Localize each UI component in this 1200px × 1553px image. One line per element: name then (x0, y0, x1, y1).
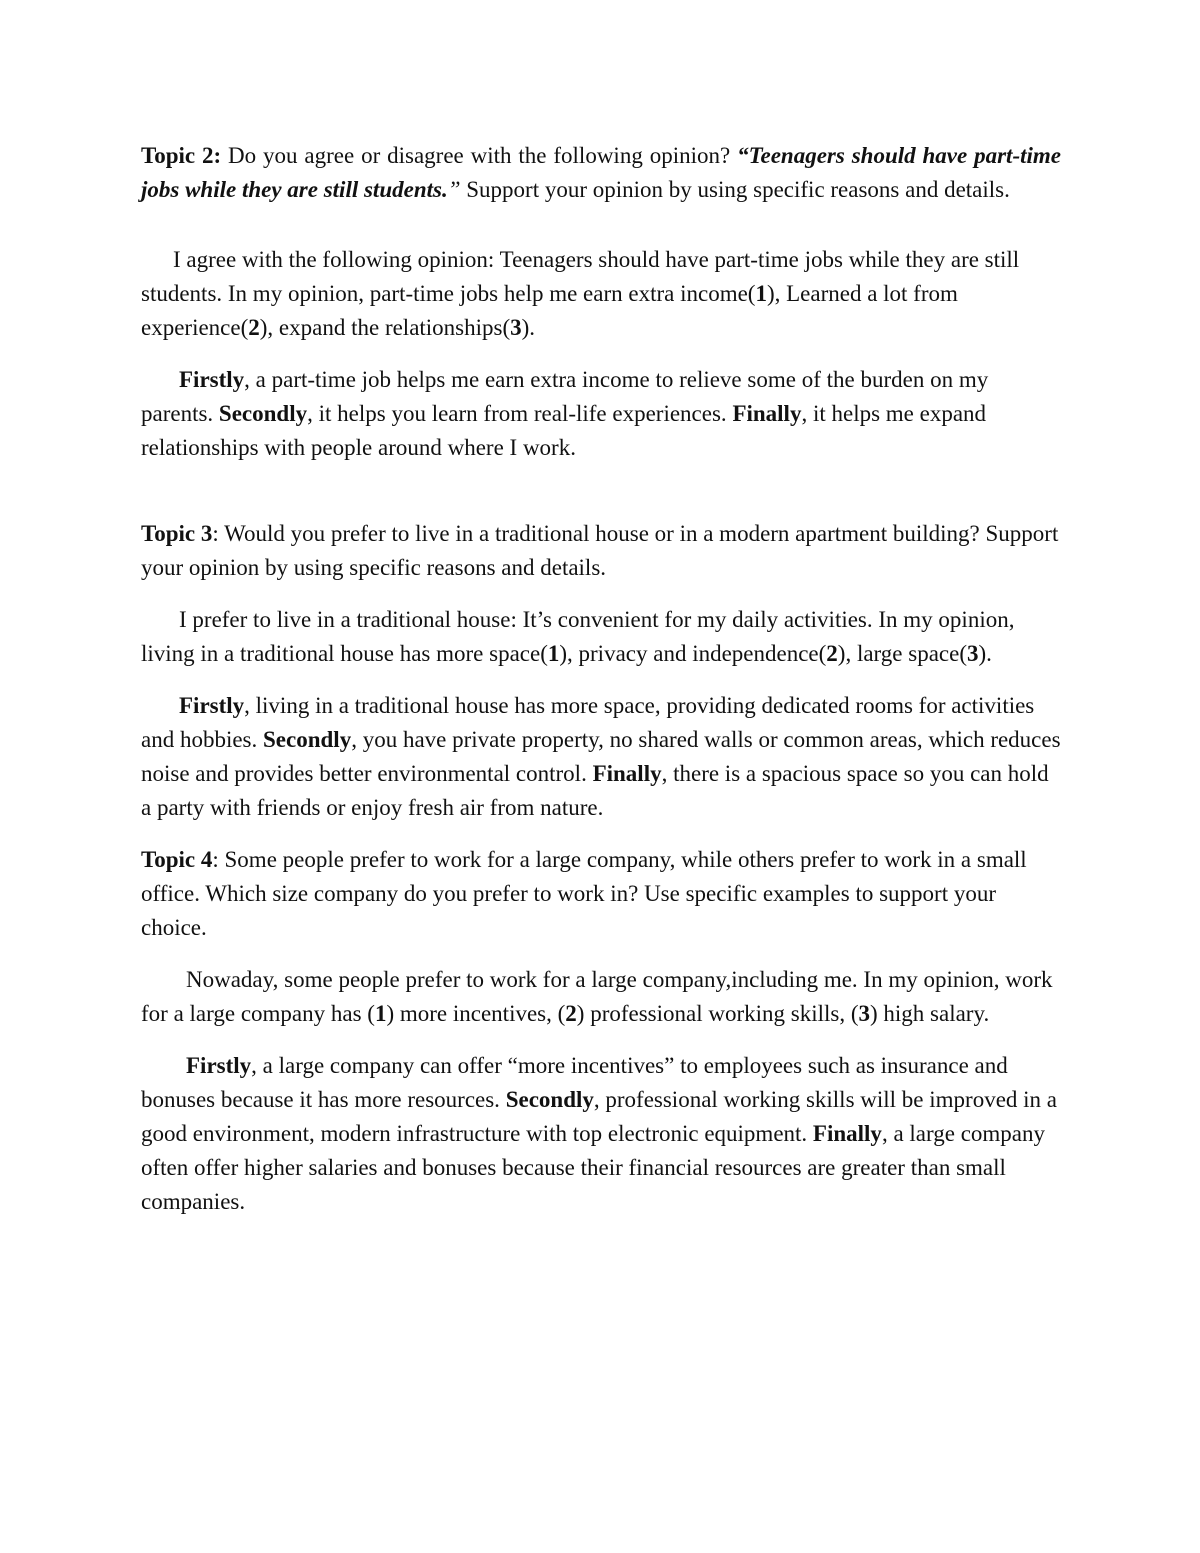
topic-2-body-text: , a part-time job helps me earn extra income to relieve some of the burden on my parents. (141, 367, 989, 426)
transition-word: Firstly (179, 367, 245, 392)
transition-word: Secondly (505, 1087, 594, 1112)
topic-3-intro-text: ), privacy and independence( (559, 641, 827, 666)
topic-2-question (141, 139, 1061, 207)
topic-2-intro-text: I agree with the following opinion: Teenagers should have part-time jobs while they are still students. In my opinion, part-time jobs help me earn extra income( (141, 247, 1020, 306)
topic-3-body-text: , living in a traditional house has more space, providing dedicated rooms for activities and hobbies. (141, 693, 1035, 752)
topic-4-label: Topic 4 (141, 847, 213, 872)
topic-4-body-text: , professional working skills will be improved in a good environment, modern infrastructure with top electronic equipment. (141, 1087, 1058, 1146)
topic-4-question (141, 843, 1061, 945)
topic-2-quote-close: ” (447, 177, 461, 202)
topic-4-body-text: , a large company often offer higher salaries and bonuses because their financial resources are greater than small companies. (141, 1121, 1046, 1214)
topic-3-body-text: , there is a spacious space so you can hold a party with friends or enjoy fresh air from nature. (141, 761, 1049, 820)
reason-number: 2 (826, 641, 838, 666)
reason-number: 3 (967, 641, 979, 666)
topic-4-intro-text: Nowaday, some people prefer to work for a large company,including me. In my opinion, work for a large company has ( (141, 967, 1053, 1026)
topic-2-question-tail: Support your opinion by using specific reasons and details. (460, 177, 1010, 202)
topic-2-intro-text: ), expand the relationships( (259, 315, 511, 340)
transition-word: Secondly (263, 727, 352, 752)
transition-word: Firstly (186, 1053, 252, 1078)
topic-2-intro-text: ), Learned a lot from experience( (141, 281, 958, 340)
topic-3-body-paragraph (141, 689, 1061, 825)
topic-2-intro-text: ). (521, 315, 536, 340)
topic-4-intro-paragraph (141, 963, 1061, 1031)
topic-3-question-text: : Would you prefer to live in a traditional house or in a modern apartment building? Support your opinion by using specific reasons and details. (141, 521, 1059, 580)
topic-2-quote: “Teenagers should have part-time jobs while they are still students. (141, 143, 1061, 202)
reason-number: 1 (374, 1001, 387, 1026)
topic-4-intro-text: ) more incentives, ( (386, 1001, 566, 1026)
topic-3-intro-text: I prefer to live in a traditional house: It’s convenient for my daily activities. In my opinion, living in a traditional house has more space( (141, 607, 1015, 666)
reason-number: 3 (858, 1001, 870, 1026)
reason-number: 1 (547, 641, 560, 666)
topic-3-intro-paragraph (141, 603, 1061, 671)
topic-2-body-text: , it helps you learn from real-life experiences. (307, 401, 733, 426)
topic-3-body-text: , you have private property, no shared walls or common areas, which reduces noise and provides better environmental control. (141, 727, 1061, 786)
topic-2-intro-paragraph (141, 243, 1061, 345)
transition-word: Secondly (218, 401, 308, 426)
topic-3-intro-text: ). (978, 641, 992, 666)
topic-4-body-paragraph (141, 1049, 1061, 1219)
topic-4-intro-text: ) professional working skills, ( (576, 1001, 859, 1026)
topic-3-label: Topic 3 (141, 521, 213, 546)
reason-number: 2 (248, 315, 260, 340)
topic-4-question-text: : Some people prefer to work for a large company, while others prefer to work in a small office. Which size company do you prefer to work in? Use specific examples to support your choice. (141, 847, 1027, 940)
topic-2-label: Topic 2: (141, 143, 222, 168)
transition-word: Finally (732, 401, 802, 426)
topic-2-body-text: , it helps me expand relationships with people around where I work. (141, 401, 987, 460)
reason-number: 3 (510, 315, 522, 340)
topic-3-intro-text: ), large space( (837, 641, 967, 666)
document-page (141, 139, 1061, 1219)
transition-word: Finally (592, 761, 662, 786)
topic-3-question (141, 517, 1061, 585)
reason-number: 1 (755, 281, 767, 306)
transition-word: Finally (812, 1121, 882, 1146)
reason-number: 2 (565, 1001, 577, 1026)
transition-word: Firstly (179, 693, 245, 718)
topic-4-body-text: , a large company can offer “more incentives” to employees such as insurance and bonuses because it has more resources. (141, 1053, 1008, 1112)
topic-4-intro-text: ) high salary. (870, 1001, 990, 1026)
topic-2-body-paragraph (141, 363, 1061, 465)
topic-2-question-text: Do you agree or disagree with the following opinion? (221, 143, 738, 168)
